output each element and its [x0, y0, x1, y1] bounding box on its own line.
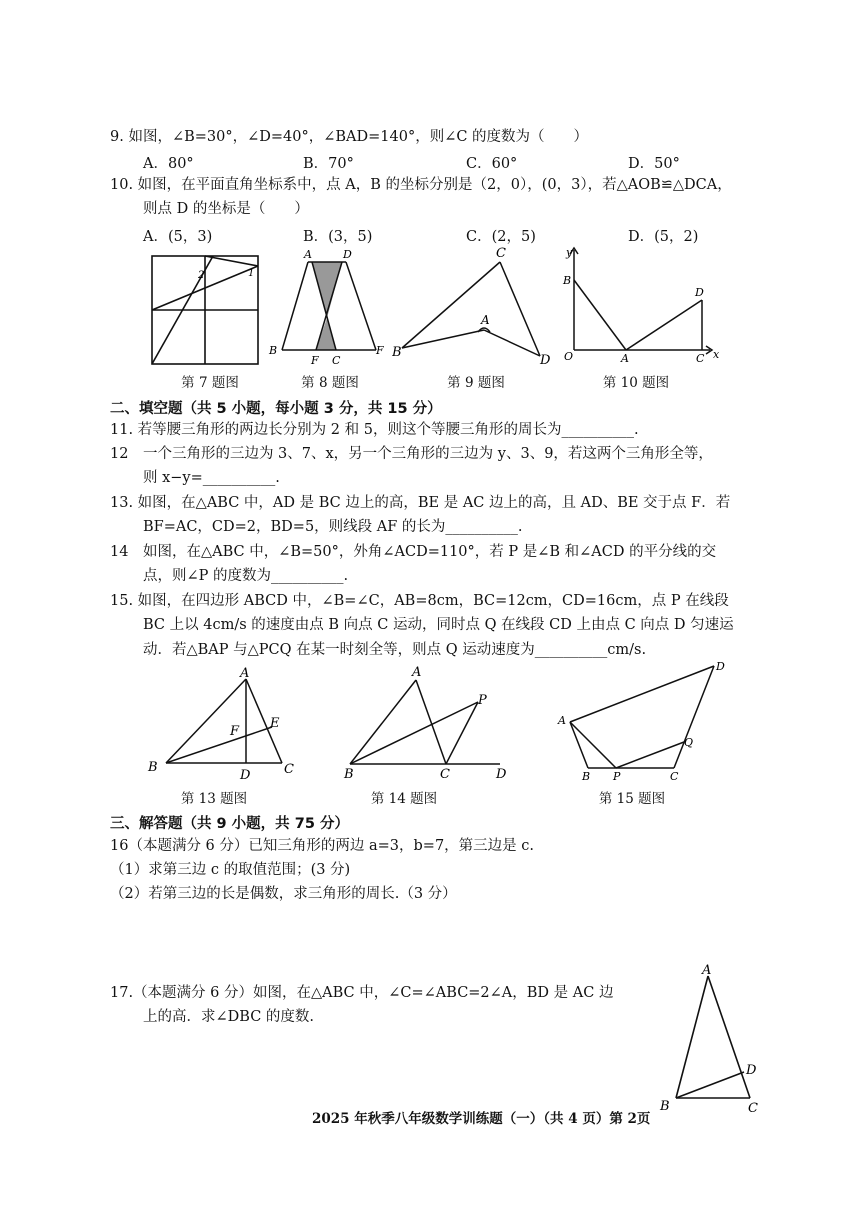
figure-15	[552, 656, 732, 784]
figure-9	[392, 244, 562, 368]
fig17-label-D: D	[746, 1063, 757, 1078]
fig8-label-A: A	[304, 248, 312, 261]
section3-heading: 三、解答题（共 9 小题，共 75 分）	[110, 816, 349, 832]
fig9-label-C: C	[496, 246, 506, 261]
fig7-label-2: 2	[198, 270, 205, 281]
fig15-label-B: B	[582, 770, 591, 783]
caption-fig9: 第 9 题图	[447, 375, 505, 391]
fig14-label-P: P	[478, 693, 487, 708]
fig9-label-B: B	[392, 345, 402, 360]
q10-option-a: A．(5，3)	[143, 229, 213, 245]
fig14-label-D: D	[496, 767, 507, 782]
q12-line2: 则 x−y=__________.	[143, 470, 280, 486]
fig8-label-B: B	[269, 344, 278, 357]
q9-option-c: C．60°	[466, 156, 518, 172]
q10-option-c: C．(2，5)	[466, 229, 536, 245]
figure-17	[652, 962, 764, 1118]
fig15-label-Q: Q	[684, 736, 694, 749]
figure-8	[264, 246, 394, 370]
fig17-label-C: C	[748, 1101, 758, 1116]
fig10-label-y: y	[566, 246, 573, 259]
fig14-label-C: C	[440, 767, 450, 782]
fig9-label-A: A	[481, 313, 490, 327]
q16-part2: （2）若第三边的长是偶数，求三角形的周长.（3 分）	[110, 886, 457, 902]
fig15-label-P: P	[613, 770, 621, 783]
q16-part1: （1）求第三边 c 的取值范围；(3 分)	[110, 862, 351, 878]
fig10-label-x: x	[713, 348, 720, 361]
q9-option-b: B．70°	[303, 156, 354, 172]
fig9-label-D: D	[540, 353, 551, 368]
fig13-label-E: E	[270, 716, 280, 731]
q9-stem: 9. 如图，∠B=30°，∠D=40°，∠BAD=140°，则∠C 的度数为（ ）	[110, 129, 589, 145]
fig13-label-A: A	[240, 666, 250, 681]
caption-fig15: 第 15 题图	[598, 791, 666, 807]
q9-option-d: D．50°	[628, 156, 680, 172]
caption-fig8: 第 8 题图	[301, 375, 359, 391]
fig10-label-C: C	[696, 352, 705, 365]
q15-line1: 15. 如图，在四边形 ABCD 中，∠B=∠C，AB=8cm，BC=12cm，CD=16cm，点 P 在线段	[110, 593, 729, 609]
q15-line2: BC 上以 4cm/s 的速度由点 B 向点 C 运动，同时点 Q 在线段 CD 上由点 C 向点 D 匀速运	[143, 617, 734, 633]
fig8-label-D: D	[343, 248, 352, 261]
q14-line1: 14 如图，在△ABC 中，∠B=50°，外角∠ACD=110°，若 P 是∠B 和∠ACD 的平分线的交	[110, 544, 717, 560]
q10-stem-line1: 10. 如图，在平面直角坐标系中，点 A，B 的坐标分别是（2，0），(0，3），若△AOB≌△DCA，	[110, 177, 732, 193]
q12-line1: 12 一个三角形的三边为 3、7、x，另一个三角形的三边为 y、3、9，若这两个三角形全等，	[110, 446, 713, 462]
fig8-label-F2: F	[376, 344, 384, 357]
figure-7	[148, 252, 264, 370]
fig10-label-O: O	[564, 350, 574, 363]
q13-line2: BF=AC，CD=2，BD=5，则线段 AF 的长为__________.	[143, 519, 523, 535]
q17-line2: 上的高．求∠DBC 的度数.	[143, 1009, 315, 1025]
q10-option-b: B．(3，5)	[303, 229, 373, 245]
fig15-label-C: C	[670, 770, 679, 783]
q11: 11. 若等腰三角形的两边长分别为 2 和 5，则这个等腰三角形的周长为__________.	[110, 422, 639, 438]
fig17-label-B: B	[660, 1099, 670, 1114]
caption-fig13: 第 13 题图	[180, 791, 248, 807]
fig15-label-D: D	[716, 660, 725, 673]
caption-fig7: 第 7 题图	[181, 375, 239, 391]
caption-fig14: 第 14 题图	[370, 791, 438, 807]
fig15-label-A: A	[558, 714, 566, 727]
fig10-label-A: A	[621, 352, 629, 365]
fig14-label-B: B	[344, 767, 354, 782]
fig8-label-F: F	[311, 354, 319, 367]
q16-stem: 16（本题满分 6 分）已知三角形的两边 a=3，b=7，第三边是 c.	[110, 838, 535, 854]
figure-14	[340, 660, 518, 782]
fig13-label-D: D	[240, 768, 251, 783]
q10-option-d: D．(5，2)	[628, 229, 699, 245]
fig7-label-1: 1	[248, 268, 255, 279]
fig10-label-D: D	[695, 286, 704, 299]
fig13-label-F: F	[230, 724, 240, 739]
fig8-label-C: C	[332, 354, 341, 367]
figure-13	[144, 665, 304, 783]
fig17-label-A: A	[702, 963, 712, 978]
q17-line1: 17.（本题满分 6 分）如图，在△ABC 中，∠C=∠ABC=2∠A，BD 是 AC 边	[110, 985, 614, 1001]
q10-stem-line2: 则点 D 的坐标是（ ）	[143, 201, 309, 217]
fig10-label-B: B	[563, 274, 572, 287]
caption-fig10: 第 10 题图	[602, 375, 670, 391]
section2-heading: 二、填空题（共 5 小题，每小题 3 分，共 15 分）	[110, 401, 442, 417]
figure-10	[560, 240, 728, 366]
q9-option-a: A．80°	[143, 156, 194, 172]
q14-line2: 点，则∠P 的度数为__________.	[143, 568, 349, 584]
fig14-label-A: A	[412, 665, 422, 680]
q15-line3: 动．若△BAP 与△PCQ 在某一时刻全等，则点 Q 运动速度为__________cm/s.	[143, 642, 647, 658]
fig13-label-B: B	[148, 760, 158, 775]
page-footer: 2025 年秋季八年级数学训练题（一）（共 4 页）第 2页	[312, 1111, 651, 1127]
fig13-label-C: C	[284, 762, 294, 777]
q13-line1: 13. 如图，在△ABC 中，AD 是 BC 边上的高，BE 是 AC 边上的高，且 AD、BE 交于点 F．若	[110, 495, 731, 511]
